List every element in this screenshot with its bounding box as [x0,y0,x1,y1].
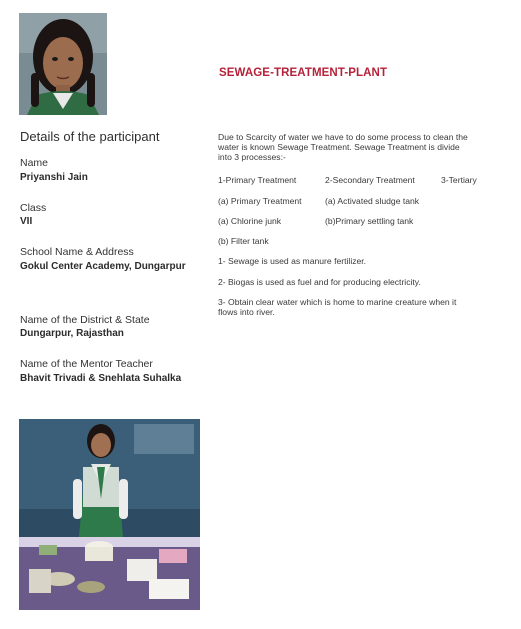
school-label: School Name & Address [20,246,134,258]
participant-details-heading: Details of the participant [20,129,160,144]
school-name: Gokul Center Academy, Dungarpur [20,261,186,272]
mentor-label: Name of the Mentor Teacher [20,358,153,370]
participant-name: Priyanshi Jain [20,172,88,183]
process-2: 2-Secondary Treatment [325,175,415,185]
class-label: Class [20,202,47,214]
portrait-illustration [19,13,107,115]
project-title: SEWAGE-TREATMENT-PLANT [219,67,388,79]
process-3: 3-Tertiary [441,175,477,185]
use-point-1: 1- Sewage is used as manure fertilizer. [218,256,367,266]
intro-line-3: into 3 processes:- [218,152,286,162]
sub-item-activated-sludge: (a) Activated sludge tank [325,196,420,206]
use-point-3-line-2: flows into river. [218,307,275,317]
process-1: 1-Primary Treatment [218,175,297,185]
project-model-photo [19,419,200,610]
participant-portrait-photo [19,13,107,115]
participant-class: VII [20,216,33,227]
district-label: Name of the District & State [20,314,150,326]
intro-line-2: water is known Sewage Treatment. Sewage Treatment is divide [218,142,460,152]
sub-item-chlorine-junk: (a) Chlorine junk [218,216,282,226]
project-illustration [19,419,200,610]
name-label: Name [20,157,49,169]
sub-item-primary-treatment: (a) Primary Treatment [218,196,302,206]
intro-line-1: Due to Scarcity of water we have to do some process to clean the [218,132,468,142]
sub-item-filter-tank: (b) Filter tank [218,236,269,246]
sub-item-primary-settling: (b)Primary settling tank [325,216,414,226]
district-state: Dungarpur, Rajasthan [20,328,124,339]
use-point-3-line-1: 3- Obtain clear water which is home to marine creature when it [218,297,457,307]
mentor-names: Bhavit Trivadi & Snehlata Suhalka [20,373,182,384]
use-point-2: 2- Biogas is used as fuel and for producing electricity. [218,277,421,287]
